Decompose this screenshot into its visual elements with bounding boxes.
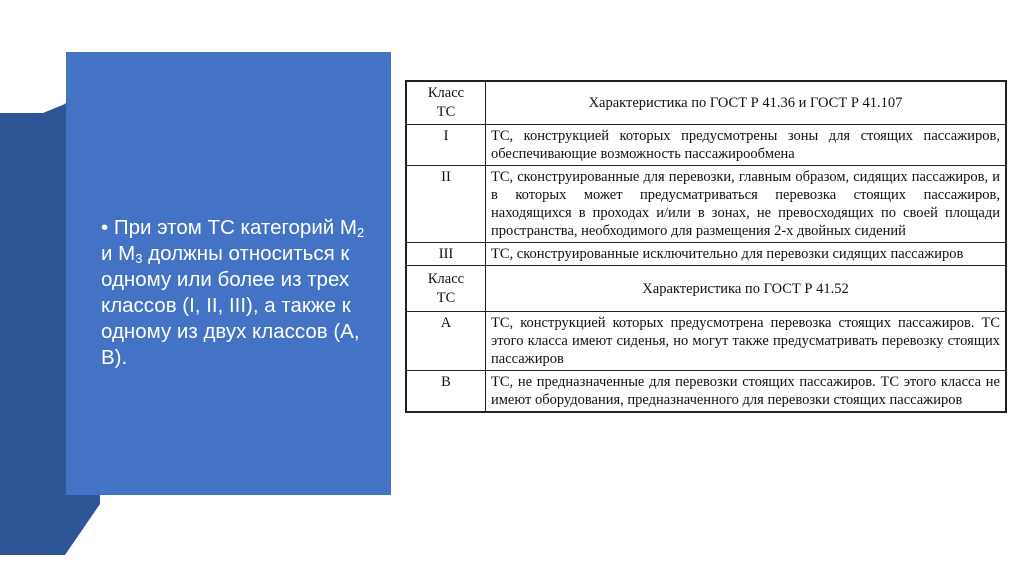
bullet-text-part1: При этом ТС категорий М <box>113 216 357 239</box>
description-cell: ТС, конструкцией которых предусмотрена перевозка стоящих пассажиров. ТС этого класса имеют сиденья, но могут также предусматривать перевозку стоящих пассажиров <box>486 312 1007 371</box>
description-cell: ТС, сконструированные исключительно для перевозки сидящих пассажиров <box>486 243 1007 266</box>
table-row <box>406 243 1006 266</box>
description-cell: ТС, конструкцией которых предусмотрены зоны для стоящих пассажиров, обеспечивающие возможность пассажирообмена <box>486 125 1007 166</box>
table-row <box>406 125 1006 166</box>
subscript-2: 2 <box>357 225 365 240</box>
description-cell: ТС, сконструированные для перевозки, главным образом, сидящих пассажиров, и в которых может предусматриваться перевозка стоящих пассажиров, находящихся в проходах и/или в зонах, не превосходящих по своей площади пространства, необходимого для размещения 2-х двойных сидений <box>486 166 1007 243</box>
header-title-cell: Характеристика по ГОСТ Р 41.52 <box>486 266 1007 312</box>
class-cell: III <box>406 243 486 266</box>
header-class-cell <box>406 81 486 125</box>
table-row <box>406 371 1006 413</box>
bullet-text-part3: должны относиться к одному или более из трех классов (I, II, III), а также к одному из двух классов (А, В). <box>101 242 360 369</box>
decorative-dark-bar <box>0 113 43 555</box>
subscript-3: 3 <box>135 251 143 266</box>
bullet-paragraph <box>101 215 371 371</box>
table-header-row <box>406 81 1006 125</box>
table-row <box>406 166 1006 243</box>
header-class-label-ts: ТС <box>436 289 456 306</box>
bullet-marker: • <box>101 216 109 239</box>
class-cell: I <box>406 125 486 166</box>
table-row <box>406 312 1006 371</box>
class-cell: В <box>406 371 486 413</box>
bullet-text-part2: и М <box>101 242 136 265</box>
header-class-label-ts: ТС <box>436 104 456 120</box>
header-title-cell: Характеристика по ГОСТ Р 41.36 и ГОСТ Р 41.107 <box>486 81 1007 125</box>
class-cell: II <box>406 166 486 243</box>
class-cell: А <box>406 312 486 371</box>
header-class-label: Класс <box>427 85 465 101</box>
gost-classification-table <box>405 80 1007 413</box>
header-class-label: Класс <box>427 270 465 287</box>
table-header-row <box>406 266 1006 312</box>
header-class-cell <box>406 266 486 312</box>
description-cell: ТС, не предназначенные для перевозки стоящих пассажиров. ТС этого класса не имеют оборудования, предназначенного для перевозки стоящих пассажиров <box>486 371 1007 413</box>
